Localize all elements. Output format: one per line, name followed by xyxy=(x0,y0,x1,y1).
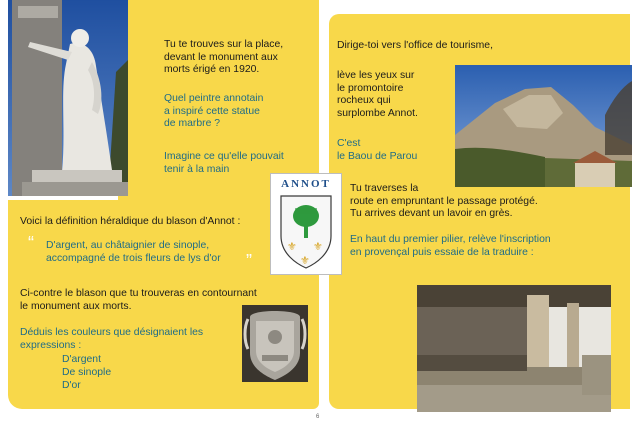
carved-blason-photo xyxy=(242,305,308,382)
expression-sinople: De sinople xyxy=(62,367,112,378)
painter-question: Quel peintre annotain a inspiré cette statue de marbre ? xyxy=(164,93,264,130)
expression-or: D'or xyxy=(62,380,81,391)
inscription-instruction: En haut du premier pilier, relève l'inscription en provençal puis essaie de la traduire : xyxy=(350,234,551,258)
blason-location-text: Ci-contre le blason que tu trouveras en contournant le monument aux morts. xyxy=(20,288,257,312)
svg-text:⚜: ⚜ xyxy=(313,240,323,253)
expression-argent: D'argent xyxy=(62,354,101,365)
imagine-text: Imagine ce qu'elle pouvait tenir à la main xyxy=(164,151,284,175)
page-number: 6 xyxy=(316,414,320,420)
shield-name: ANNOT xyxy=(281,178,331,190)
lavoir-photo xyxy=(417,285,611,412)
shield-icon xyxy=(271,174,341,274)
heraldic-definition: D'argent, au châtaignier de sinople, accompagné de trois fleurs de lys d'or xyxy=(46,240,221,264)
direction-text: Dirige-toi vers l'office de tourisme, xyxy=(337,40,493,51)
svg-text:⚜: ⚜ xyxy=(300,254,310,267)
svg-text:⚜: ⚜ xyxy=(287,240,297,253)
intro-text: Tu te trouves sur la place, devant le monument aux morts érigé en 1920. xyxy=(164,39,284,76)
baou-de-parou-photo xyxy=(455,65,632,187)
quote-close-mark: ” xyxy=(246,251,252,271)
annot-coat-of-arms xyxy=(270,173,342,275)
passage-text: Tu traverses la route en empruntant le passage protégé. Tu arrives devant un lavoir en grès. xyxy=(350,183,538,220)
quote-open-mark: “ xyxy=(28,233,34,253)
war-memorial-statue-photo xyxy=(8,0,128,196)
deduce-colors-text: Déduis les couleurs que désignaient les expressions : xyxy=(20,327,204,351)
baou-answer: C'est le Baou de Parou xyxy=(337,138,418,162)
heraldic-definition-intro: Voici la définition héraldique du blason d'Annot : xyxy=(20,216,241,227)
look-up-text: lève les yeux sur le promontoire rocheux qui surplombe Annot. xyxy=(337,70,418,119)
